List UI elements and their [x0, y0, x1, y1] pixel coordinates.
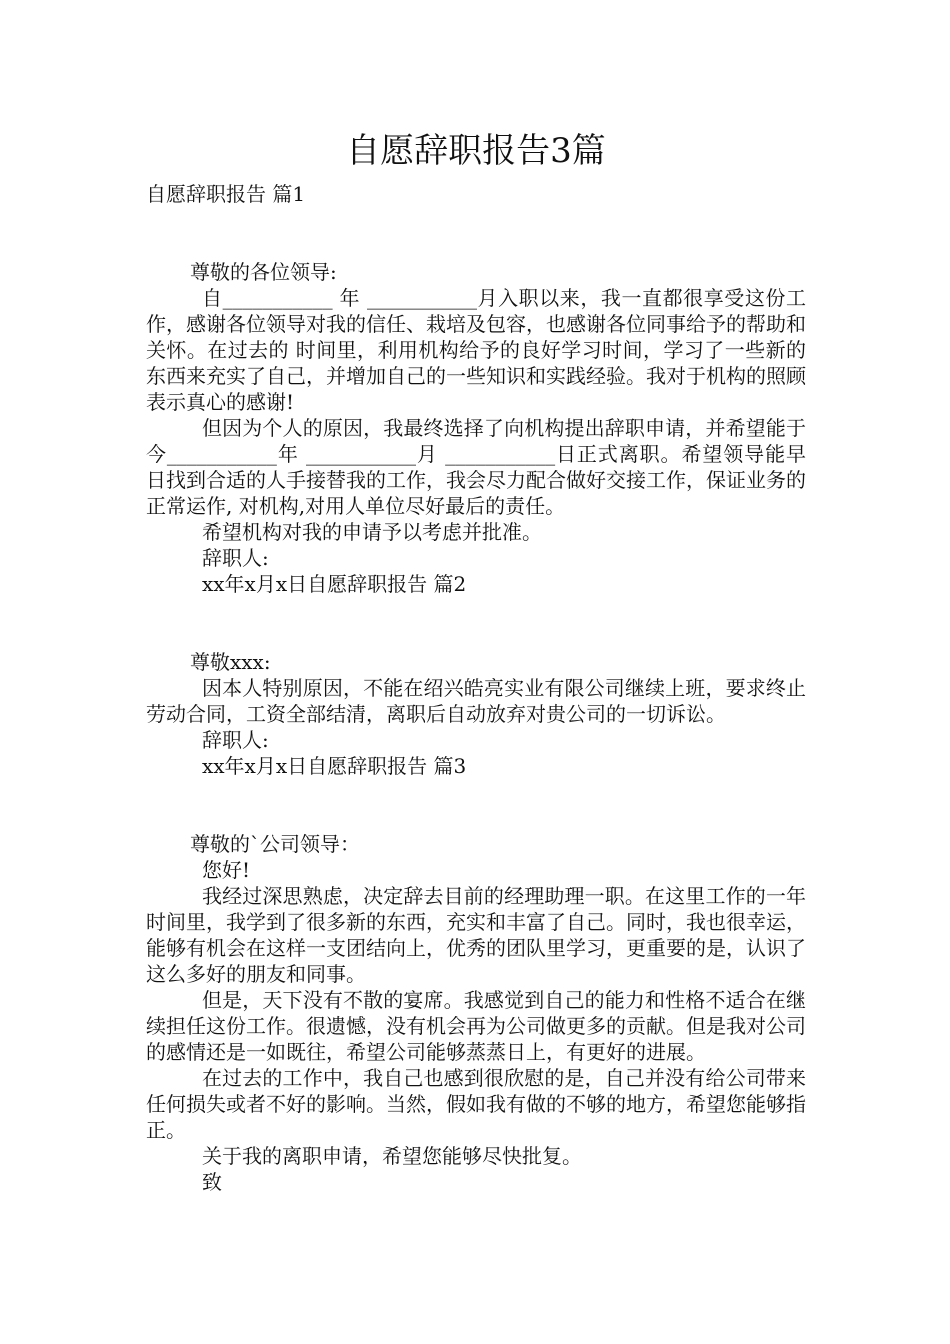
part1-signer: 辞职人: [202, 546, 269, 570]
part1-paragraph-1: 自___________ 年 ___________月入职以来，我一直都很享受这份工作，感谢各位领导对我的信任、栽培及包容，也感谢各位同事给予的帮助和关怀。在过去的 时间里，利用机构给予的良好学习时间，学习了一些新的东西来充实了自己，并增加自己的一些知识和实践经验。我对于机构的照顾表示真心的感谢! [146, 286, 806, 414]
spacer [146, 597, 806, 649]
part3-paragraph-3: 在过去的工作中，我自己也感到很欣慰的是，自己并没有给公司带来任何损失或者不好的影响。当然，假如我有做的不够的地方，希望您能够指正。 [146, 1066, 806, 1142]
part3-greeting: 您好! [202, 858, 251, 882]
document-title: 自愿辞职报告3篇 [346, 131, 606, 171]
part2-salutation: 尊敬xxx: [190, 650, 271, 674]
part3-paragraph-2: 但是，天下没有不散的宴席。我感觉到自己的能力和性格不适合在继续担任这份工作。很遗憾，没有机会再为公司做更多的贡献。但是我对公司的感情还是一如既往，希望公司能够蒸蒸日上，有更好的进展。 [146, 988, 806, 1064]
spacer [146, 779, 806, 831]
spacer [146, 207, 806, 259]
part2-paragraph-1: 因本人特别原因，不能在绍兴皓亮实业有限公司继续上班，要求终止劳动合同，工资全部结清，离职后自动放弃对贵公司的一切诉讼。 [146, 676, 806, 726]
document-page [146, 125, 806, 1195]
part2-date-and-part3-heading: xx年x月x日自愿辞职报告 篇3 [202, 754, 467, 778]
part3-paragraph-1: 我经过深思熟虑，决定辞去目前的经理助理一职。在这里工作的一年时间里，我学到了很多新的东西，充实和丰富了自己。同时，我也很幸运，能够有机会在这样一支团结向上，优秀的团队里学习，更重要的是，认识了这么多好的朋友和同事。 [146, 884, 806, 986]
part3-paragraph-4: 关于我的离职申请，希望您能够尽快批复。 [202, 1144, 582, 1168]
part1-paragraph-2: 但因为个人的原因，我最终选择了向机构提出辞职申请，并希望能于今___________年 ___________月 ___________日正式离职。希望领导能早日找到合适的人手接替我的工作，我会尽力配合做好交接工作，保证业务的正常运作, 对机构,对用人单位尽好最后的责任。 [146, 416, 806, 518]
part1-date-and-part2-heading: xx年x月x日自愿辞职报告 篇2 [202, 572, 467, 596]
part3-closing: 致 [202, 1170, 222, 1194]
part1-heading: 自愿辞职报告 篇1 [146, 182, 306, 206]
part3-salutation: 尊敬的`公司领导： [190, 832, 360, 856]
part2-signer: 辞职人: [202, 728, 269, 752]
part1-salutation: 尊敬的各位领导: [190, 260, 337, 284]
part1-paragraph-3: 希望机构对我的申请予以考虑并批准。 [202, 520, 542, 544]
